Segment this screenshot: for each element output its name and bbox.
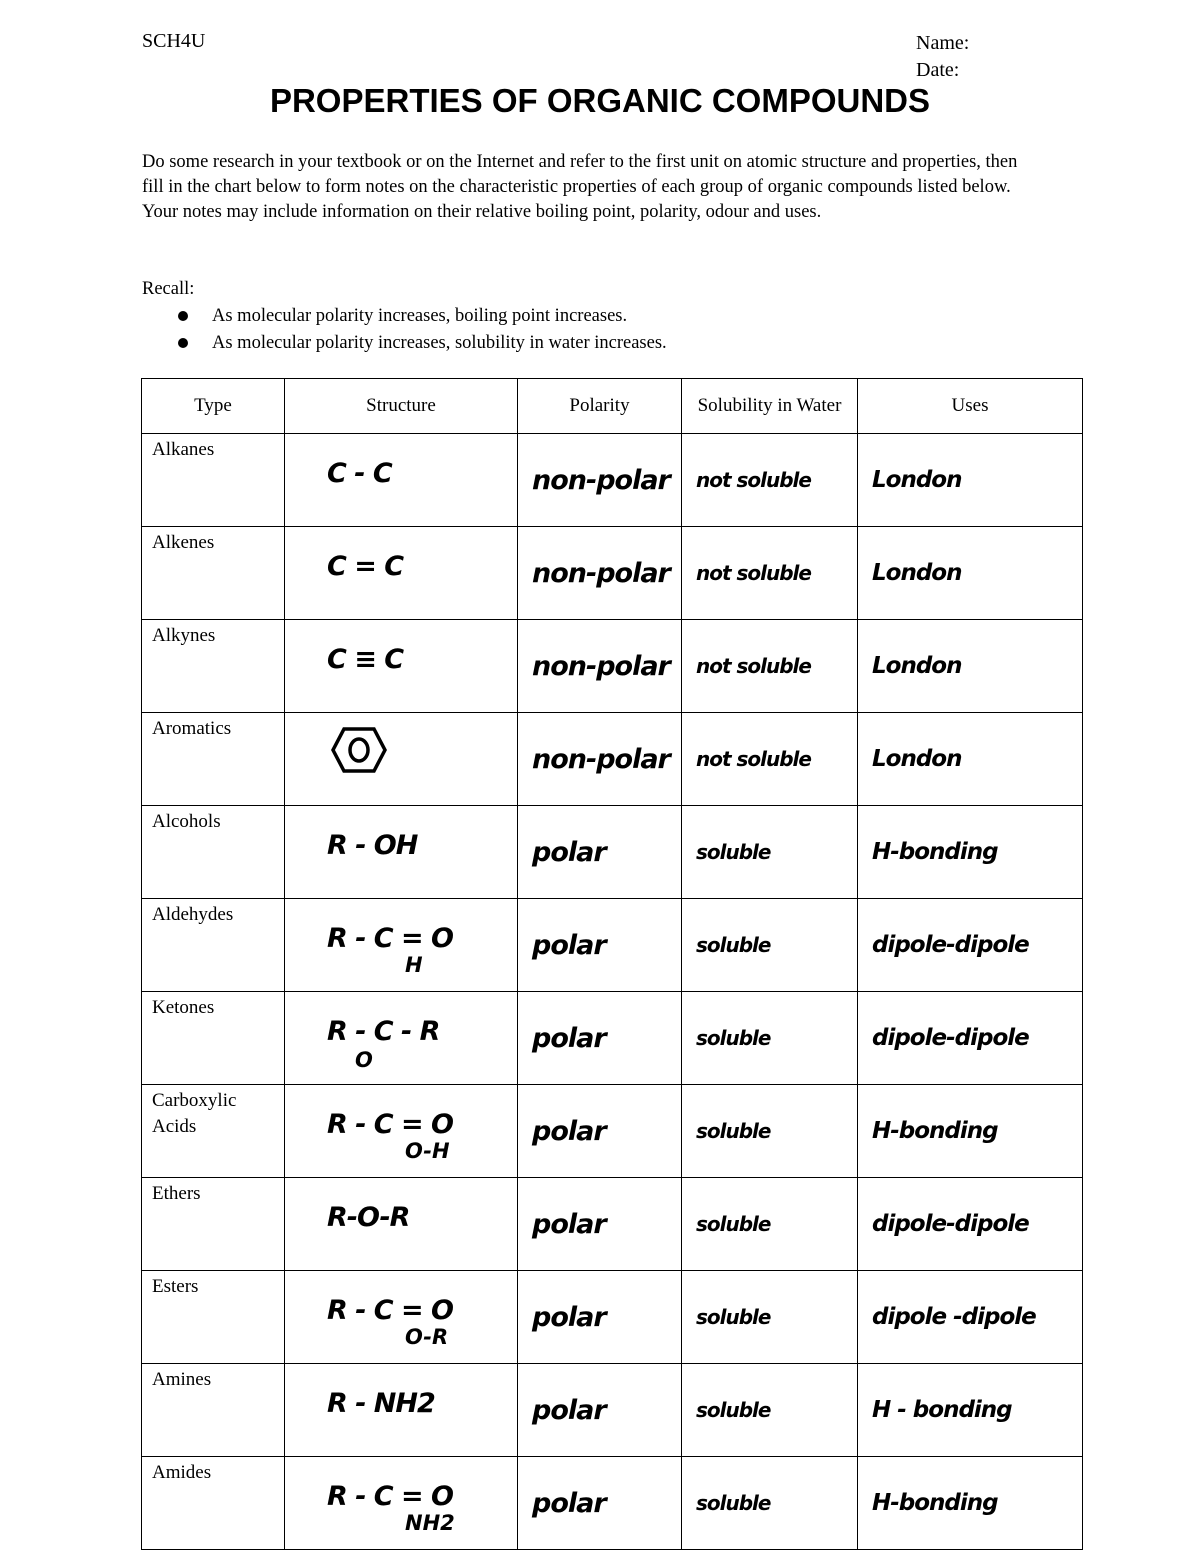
solubility-text: soluble (696, 840, 771, 864)
structure-formula: C - C (327, 458, 392, 489)
solubility-text: soluble (696, 1119, 771, 1143)
recall-item (142, 303, 667, 330)
polarity-cell (518, 1457, 682, 1550)
recall-item (142, 330, 667, 357)
type-cell: Alkynes (142, 620, 285, 713)
recall-label: Recall: (142, 279, 195, 299)
uses-cell (858, 1364, 1083, 1457)
polarity-cell (518, 1271, 682, 1364)
uses-text: London (872, 653, 962, 679)
solubility-text: soluble (696, 1305, 771, 1329)
name-label: Name: (916, 32, 970, 54)
benzene-ring-icon (329, 725, 389, 775)
polarity-cell (518, 713, 682, 806)
solubility-cell (682, 620, 858, 713)
type-cell: Alkenes (142, 527, 285, 620)
structure-formula: R - C = O (327, 1481, 453, 1512)
table-row (142, 1271, 1083, 1364)
uses-text: London (872, 560, 962, 586)
bullet-icon (178, 311, 188, 321)
structure-drawing (285, 434, 517, 523)
properties-table (141, 378, 1083, 1550)
structure-cell (285, 1271, 518, 1364)
header-structure: Structure (285, 379, 518, 434)
solubility-cell (682, 1457, 858, 1550)
polarity-cell (518, 806, 682, 899)
date-label: Date: (916, 59, 960, 81)
table-row (142, 806, 1083, 899)
structure-branch: O-R (405, 1325, 449, 1349)
structure-cell (285, 1364, 518, 1457)
table-row (142, 713, 1083, 806)
structure-formula: R-O-R (327, 1202, 410, 1233)
recall-item-text: As molecular polarity increases, boiling point increases. (212, 306, 628, 326)
polarity-text: non-polar (532, 464, 670, 496)
solubility-cell (682, 1364, 858, 1457)
structure-drawing (285, 713, 517, 802)
uses-text: London (872, 467, 962, 493)
solubility-text: soluble (696, 1026, 771, 1050)
structure-formula: C ≡ C (327, 644, 404, 675)
polarity-cell (518, 899, 682, 992)
polarity-text: polar (532, 1301, 606, 1333)
structure-formula: R - C = O (327, 923, 453, 954)
type-cell: Esters (142, 1271, 285, 1364)
uses-text: H-bonding (872, 839, 998, 865)
structure-branch: O-H (405, 1139, 450, 1163)
polarity-text: non-polar (532, 743, 670, 775)
structure-formula: R - C - R (327, 1016, 440, 1047)
header-type: Type (142, 379, 285, 434)
uses-text: dipole -dipole (872, 1304, 1036, 1330)
type-cell: Carboxylic Acids (142, 1085, 285, 1178)
structure-cell (285, 1457, 518, 1550)
solubility-cell (682, 713, 858, 806)
solubility-cell (682, 1085, 858, 1178)
type-cell: Ethers (142, 1178, 285, 1271)
structure-cell (285, 527, 518, 620)
type-cell: Alcohols (142, 806, 285, 899)
structure-cell (285, 620, 518, 713)
solubility-cell (682, 1271, 858, 1364)
structure-cell (285, 899, 518, 992)
solubility-text: not soluble (696, 747, 811, 771)
table-row (142, 1457, 1083, 1550)
polarity-cell (518, 527, 682, 620)
polarity-text: polar (532, 1487, 606, 1519)
structure-branch: NH2 (405, 1511, 455, 1535)
structure-branch: O (355, 1048, 373, 1072)
solubility-text: not soluble (696, 561, 811, 585)
structure-formula: R - NH2 (327, 1388, 435, 1419)
recall-item-text: As molecular polarity increases, solubility in water increases. (212, 333, 667, 353)
table-row (142, 1364, 1083, 1457)
uses-text: H - bonding (872, 1397, 1012, 1423)
table-row (142, 1178, 1083, 1271)
solubility-text: not soluble (696, 468, 811, 492)
structure-drawing (285, 1085, 517, 1174)
polarity-cell (518, 1364, 682, 1457)
polarity-text: non-polar (532, 650, 670, 682)
uses-cell (858, 992, 1083, 1085)
solubility-text: soluble (696, 1212, 771, 1236)
structure-drawing (285, 1364, 517, 1453)
course-code: SCH4U (142, 30, 206, 52)
bullet-icon (178, 338, 188, 348)
header-uses: Uses (858, 379, 1083, 434)
uses-cell (858, 1457, 1083, 1550)
uses-cell (858, 434, 1083, 527)
uses-cell (858, 1085, 1083, 1178)
structure-drawing (285, 899, 517, 988)
solubility-cell (682, 806, 858, 899)
uses-text: dipole-dipole (872, 932, 1029, 958)
structure-formula: R - C = O (327, 1109, 453, 1140)
name-date-block (916, 30, 969, 84)
table-row (142, 434, 1083, 527)
uses-text: dipole-dipole (872, 1025, 1029, 1051)
polarity-text: non-polar (532, 557, 670, 589)
uses-cell (858, 713, 1083, 806)
structure-formula: C = C (327, 551, 404, 582)
solubility-cell (682, 1178, 858, 1271)
table-row (142, 899, 1083, 992)
structure-drawing (285, 1178, 517, 1267)
uses-text: London (872, 746, 962, 772)
structure-drawing (285, 992, 517, 1081)
intro-paragraph: Do some research in your textbook or on the Internet and refer to the first unit on atomic structure and properties, then fill in the chart below to form notes on the characteristic properties of each group of organic compounds listed below. Your notes may include information on their relative boiling point, polarity, odour and uses. (142, 152, 1018, 222)
uses-cell (858, 527, 1083, 620)
table-row (142, 1085, 1083, 1178)
structure-cell (285, 713, 518, 806)
polarity-cell (518, 1085, 682, 1178)
table-row (142, 620, 1083, 713)
polarity-cell (518, 620, 682, 713)
uses-cell (858, 1271, 1083, 1364)
polarity-cell (518, 434, 682, 527)
header-solubility: Solubility in Water (682, 379, 858, 434)
solubility-text: soluble (696, 1491, 771, 1515)
uses-cell (858, 806, 1083, 899)
solubility-text: soluble (696, 933, 771, 957)
polarity-text: polar (532, 929, 606, 961)
solubility-cell (682, 899, 858, 992)
structure-drawing (285, 620, 517, 709)
type-cell: Alkanes (142, 434, 285, 527)
structure-drawing (285, 527, 517, 616)
uses-cell (858, 620, 1083, 713)
recall-list (142, 303, 667, 357)
header-polarity: Polarity (518, 379, 682, 434)
structure-branch: H (405, 953, 423, 977)
solubility-cell (682, 992, 858, 1085)
structure-cell (285, 1178, 518, 1271)
polarity-cell (518, 1178, 682, 1271)
structure-formula: R - C = O (327, 1295, 453, 1326)
polarity-text: polar (532, 1394, 606, 1426)
table-row (142, 527, 1083, 620)
type-cell: Amines (142, 1364, 285, 1457)
type-cell: Ketones (142, 992, 285, 1085)
structure-cell (285, 806, 518, 899)
uses-text: H-bonding (872, 1490, 998, 1516)
structure-formula: R - OH (327, 830, 418, 861)
structure-drawing (285, 806, 517, 895)
solubility-text: not soluble (696, 654, 811, 678)
structure-drawing (285, 1271, 517, 1360)
structure-cell (285, 992, 518, 1085)
type-cell: Aldehydes (142, 899, 285, 992)
solubility-cell (682, 434, 858, 527)
polarity-text: polar (532, 836, 606, 868)
uses-text: H-bonding (872, 1118, 998, 1144)
table-header-row (142, 379, 1083, 434)
table-row (142, 992, 1083, 1085)
type-cell: Amides (142, 1457, 285, 1550)
type-cell: Aromatics (142, 713, 285, 806)
page-title: PROPERTIES OF ORGANIC COMPOUNDS (269, 82, 931, 119)
structure-cell (285, 434, 518, 527)
solubility-cell (682, 527, 858, 620)
structure-drawing (285, 1457, 517, 1546)
uses-text: dipole-dipole (872, 1211, 1029, 1237)
polarity-text: polar (532, 1022, 606, 1054)
uses-cell (858, 1178, 1083, 1271)
uses-cell (858, 899, 1083, 992)
polarity-cell (518, 992, 682, 1085)
polarity-text: polar (532, 1208, 606, 1240)
solubility-text: soluble (696, 1398, 771, 1422)
polarity-text: polar (532, 1115, 606, 1147)
recall-section (142, 276, 667, 357)
structure-cell (285, 1085, 518, 1178)
